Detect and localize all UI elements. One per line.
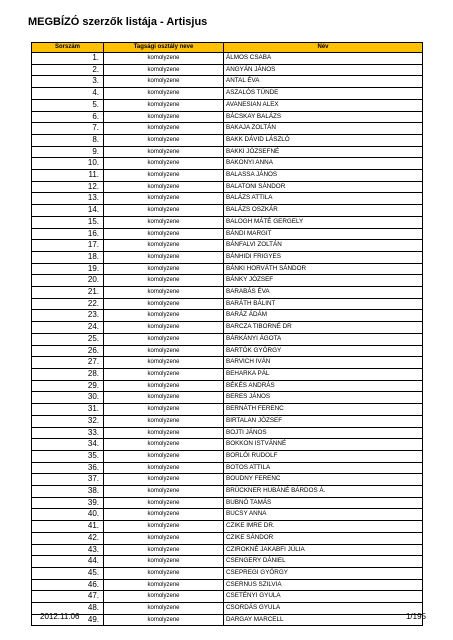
row-membership-class: komolyzene [104, 474, 224, 486]
row-number: 31. [32, 404, 104, 416]
row-membership-class: komolyzene [104, 427, 224, 439]
row-membership-class: komolyzene [104, 415, 224, 427]
row-number: 15. [32, 216, 104, 228]
row-name: BARABÁS ÉVA [224, 287, 423, 299]
row-membership-class: komolyzene [104, 567, 224, 579]
table-row [32, 170, 423, 182]
row-name: CZIROKNÉ JAKABFI JÚLIA [224, 544, 423, 556]
row-number: 24. [32, 322, 104, 334]
row-number: 49. [32, 614, 104, 626]
row-membership-class: komolyzene [104, 216, 224, 228]
row-membership-class: komolyzene [104, 603, 224, 615]
table-row [32, 240, 423, 252]
row-membership-class: komolyzene [104, 404, 224, 416]
row-membership-class: komolyzene [104, 99, 224, 111]
row-number: 6. [32, 111, 104, 123]
row-name: BUCSY ANNA [224, 509, 423, 521]
table-row [32, 345, 423, 357]
row-number: 30. [32, 392, 104, 404]
table-row [32, 146, 423, 158]
row-number: 22. [32, 298, 104, 310]
table-row [32, 427, 423, 439]
row-number: 10. [32, 158, 104, 170]
table-row [32, 486, 423, 498]
row-number: 40. [32, 509, 104, 521]
row-name: BORLÓI RUDOLF [224, 450, 423, 462]
header-membership-class: Tagsági osztály neve [104, 43, 224, 53]
row-membership-class: komolyzene [104, 450, 224, 462]
row-name: ÁLMOS CSABA [224, 53, 423, 65]
row-number: 5. [32, 99, 104, 111]
row-number: 45. [32, 567, 104, 579]
row-membership-class: komolyzene [104, 251, 224, 263]
table-row [32, 251, 423, 263]
row-name: BEHARKA PÁL [224, 368, 423, 380]
row-number: 39. [32, 497, 104, 509]
row-membership-class: komolyzene [104, 462, 224, 474]
table-row [32, 474, 423, 486]
table-row [32, 544, 423, 556]
row-membership-class: komolyzene [104, 88, 224, 100]
row-number: 18. [32, 251, 104, 263]
row-number: 37. [32, 474, 104, 486]
table-row [32, 556, 423, 568]
table-row [32, 415, 423, 427]
row-number: 38. [32, 486, 104, 498]
table-row [32, 216, 423, 228]
row-number: 27. [32, 357, 104, 369]
row-name: BIRTALAN JÓZSEF [224, 415, 423, 427]
row-name: BAKK DÁVID LÁSZLÓ [224, 134, 423, 146]
row-number: 11. [32, 170, 104, 182]
row-number: 2. [32, 64, 104, 76]
table-row [32, 333, 423, 345]
row-name: BALATONI SÁNDOR [224, 181, 423, 193]
row-membership-class: komolyzene [104, 497, 224, 509]
table-row [32, 579, 423, 591]
row-name: BALÁZS ATTILA [224, 193, 423, 205]
row-number: 46. [32, 579, 104, 591]
footer-date: 2012.11.06 [40, 612, 80, 621]
row-number: 44. [32, 556, 104, 568]
row-name: CZIKE SÁNDOR [224, 532, 423, 544]
row-number: 36. [32, 462, 104, 474]
row-membership-class: komolyzene [104, 193, 224, 205]
table-row [32, 380, 423, 392]
row-number: 8. [32, 134, 104, 146]
row-membership-class: komolyzene [104, 123, 224, 135]
row-number: 12. [32, 181, 104, 193]
row-membership-class: komolyzene [104, 158, 224, 170]
table-row [32, 567, 423, 579]
row-membership-class: komolyzene [104, 579, 224, 591]
row-membership-class: komolyzene [104, 228, 224, 240]
row-name: BARVICH IVÁN [224, 357, 423, 369]
row-name: BÁRKÁNYI ÁGOTA [224, 333, 423, 345]
row-number: 23. [32, 310, 104, 322]
table-row [32, 404, 423, 416]
row-number: 17. [32, 240, 104, 252]
row-number: 28. [32, 368, 104, 380]
row-name: BÁNKI HORVÁTH SÁNDOR [224, 263, 423, 275]
row-membership-class: komolyzene [104, 556, 224, 568]
row-membership-class: komolyzene [104, 509, 224, 521]
row-membership-class: komolyzene [104, 53, 224, 65]
row-name: BARÁZ ÁDÁM [224, 310, 423, 322]
table-row [32, 205, 423, 217]
row-number: 19. [32, 263, 104, 275]
row-membership-class: komolyzene [104, 322, 224, 334]
table-row [32, 591, 423, 603]
table-row [32, 509, 423, 521]
row-number: 4. [32, 88, 104, 100]
table-row [32, 88, 423, 100]
row-membership-class: komolyzene [104, 333, 224, 345]
row-membership-class: komolyzene [104, 275, 224, 287]
table-row [32, 228, 423, 240]
row-name: BÁNKY JÓZSEF [224, 275, 423, 287]
row-number: 16. [32, 228, 104, 240]
table-row [32, 53, 423, 65]
table-row [32, 287, 423, 299]
table-row [32, 521, 423, 533]
row-name: BOKKON ISTVÁNNÉ [224, 439, 423, 451]
row-number: 35. [32, 450, 104, 462]
table-row [32, 603, 423, 615]
table-row [32, 76, 423, 88]
row-name: BALASSA JÁNOS [224, 170, 423, 182]
row-number: 34. [32, 439, 104, 451]
row-membership-class: komolyzene [104, 368, 224, 380]
table-row [32, 99, 423, 111]
header-name: Név [224, 43, 423, 53]
row-name: BALOGH MÁTÉ GERGELY [224, 216, 423, 228]
row-name: CZIKE IMRE DR. [224, 521, 423, 533]
row-number: 21. [32, 287, 104, 299]
table-row [32, 497, 423, 509]
table-row [32, 439, 423, 451]
row-number: 13. [32, 193, 104, 205]
table-row [32, 322, 423, 334]
row-membership-class: komolyzene [104, 263, 224, 275]
row-name: BOTOS ATTILA [224, 462, 423, 474]
table-header-row [32, 43, 423, 53]
row-number: 48. [32, 603, 104, 615]
row-name: CSERNUS SZILVIA [224, 579, 423, 591]
row-membership-class: komolyzene [104, 310, 224, 322]
row-number: 25. [32, 333, 104, 345]
row-membership-class: komolyzene [104, 392, 224, 404]
row-membership-class: komolyzene [104, 380, 224, 392]
row-number: 32. [32, 415, 104, 427]
row-membership-class: komolyzene [104, 544, 224, 556]
row-number: 47. [32, 591, 104, 603]
row-number: 42. [32, 532, 104, 544]
row-name: BARTÓK GYÖRGY [224, 345, 423, 357]
row-membership-class: komolyzene [104, 181, 224, 193]
row-name: BAKONYI ANNA [224, 158, 423, 170]
row-number: 3. [32, 76, 104, 88]
row-name: ASZALÓS TÜNDE [224, 88, 423, 100]
row-name: BAKAJA ZOLTÁN [224, 123, 423, 135]
row-membership-class: komolyzene [104, 486, 224, 498]
row-name: ANTAL ÉVA [224, 76, 423, 88]
row-number: 41. [32, 521, 104, 533]
row-name: BÉKÉS ANDRÁS [224, 380, 423, 392]
row-name: BÁNFALVI ZOLTÁN [224, 240, 423, 252]
row-membership-class: komolyzene [104, 170, 224, 182]
table-row [32, 310, 423, 322]
table-row [32, 111, 423, 123]
table-row [32, 193, 423, 205]
row-number: 29. [32, 380, 104, 392]
row-membership-class: komolyzene [104, 134, 224, 146]
row-membership-class: komolyzene [104, 111, 224, 123]
table-row [32, 123, 423, 135]
row-name: CSENGERY DÁNIEL [224, 556, 423, 568]
table-row [32, 450, 423, 462]
row-name: BARÁTH BÁLINT [224, 298, 423, 310]
table-row [32, 462, 423, 474]
row-membership-class: komolyzene [104, 591, 224, 603]
page-number: 1/195 [405, 612, 426, 621]
table-body [32, 53, 423, 626]
row-number: 7. [32, 123, 104, 135]
row-membership-class: komolyzene [104, 345, 224, 357]
row-membership-class: komolyzene [104, 240, 224, 252]
table-row [32, 614, 423, 626]
row-number: 26. [32, 345, 104, 357]
table-row [32, 368, 423, 380]
row-name: CSETÉNYI GYULA [224, 591, 423, 603]
row-membership-class: komolyzene [104, 146, 224, 158]
row-name: BOJTI JÁNOS [224, 427, 423, 439]
row-number: 1. [32, 53, 104, 65]
row-membership-class: komolyzene [104, 532, 224, 544]
row-name: BALÁZS OSZKÁR [224, 205, 423, 217]
row-membership-class: komolyzene [104, 287, 224, 299]
row-name: DARGAY MARCELL [224, 614, 423, 626]
row-membership-class: komolyzene [104, 64, 224, 76]
row-name: BOUDNY FERENC [224, 474, 423, 486]
row-name: BÁNDI MARGIT [224, 228, 423, 240]
row-name: BAKKI JÓZSEFNÉ [224, 146, 423, 158]
row-name: ANGYÁN JÁNOS [224, 64, 423, 76]
row-name: BERNÁTH FERENC [224, 404, 423, 416]
row-name: CSEPREGI GYÖRGY [224, 567, 423, 579]
row-number: 43. [32, 544, 104, 556]
row-membership-class: komolyzene [104, 298, 224, 310]
row-number: 9. [32, 146, 104, 158]
document-title: MEGBÍZÓ szerzők listája - Artisjus [28, 16, 208, 28]
table-row [32, 181, 423, 193]
table-row [32, 134, 423, 146]
row-name: AVANESIAN ALEX [224, 99, 423, 111]
row-membership-class: komolyzene [104, 357, 224, 369]
table-row [32, 158, 423, 170]
row-number: 14. [32, 205, 104, 217]
row-name: BÁNHIDI FRIGYES [224, 251, 423, 263]
row-name: BÁCSKAY BALÁZS [224, 111, 423, 123]
row-name: BERES JÁNOS [224, 392, 423, 404]
author-table [31, 42, 423, 626]
row-membership-class: komolyzene [104, 614, 224, 626]
table-row [32, 298, 423, 310]
row-name: BRÜCKNER HUBÁNÉ BÁRDOS Á. [224, 486, 423, 498]
table-row [32, 275, 423, 287]
row-name: BARCZA TIBORNÉ DR [224, 322, 423, 334]
header-number: Sorszám [32, 43, 104, 53]
row-membership-class: komolyzene [104, 205, 224, 217]
table-row [32, 392, 423, 404]
row-number: 33. [32, 427, 104, 439]
table-row [32, 263, 423, 275]
row-number: 20. [32, 275, 104, 287]
table-row [32, 357, 423, 369]
row-name: CSORDÁS GYULA [224, 603, 423, 615]
table-row [32, 64, 423, 76]
row-name: BUBNÓ TAMÁS [224, 497, 423, 509]
row-membership-class: komolyzene [104, 439, 224, 451]
row-membership-class: komolyzene [104, 76, 224, 88]
row-membership-class: komolyzene [104, 521, 224, 533]
table-row [32, 532, 423, 544]
